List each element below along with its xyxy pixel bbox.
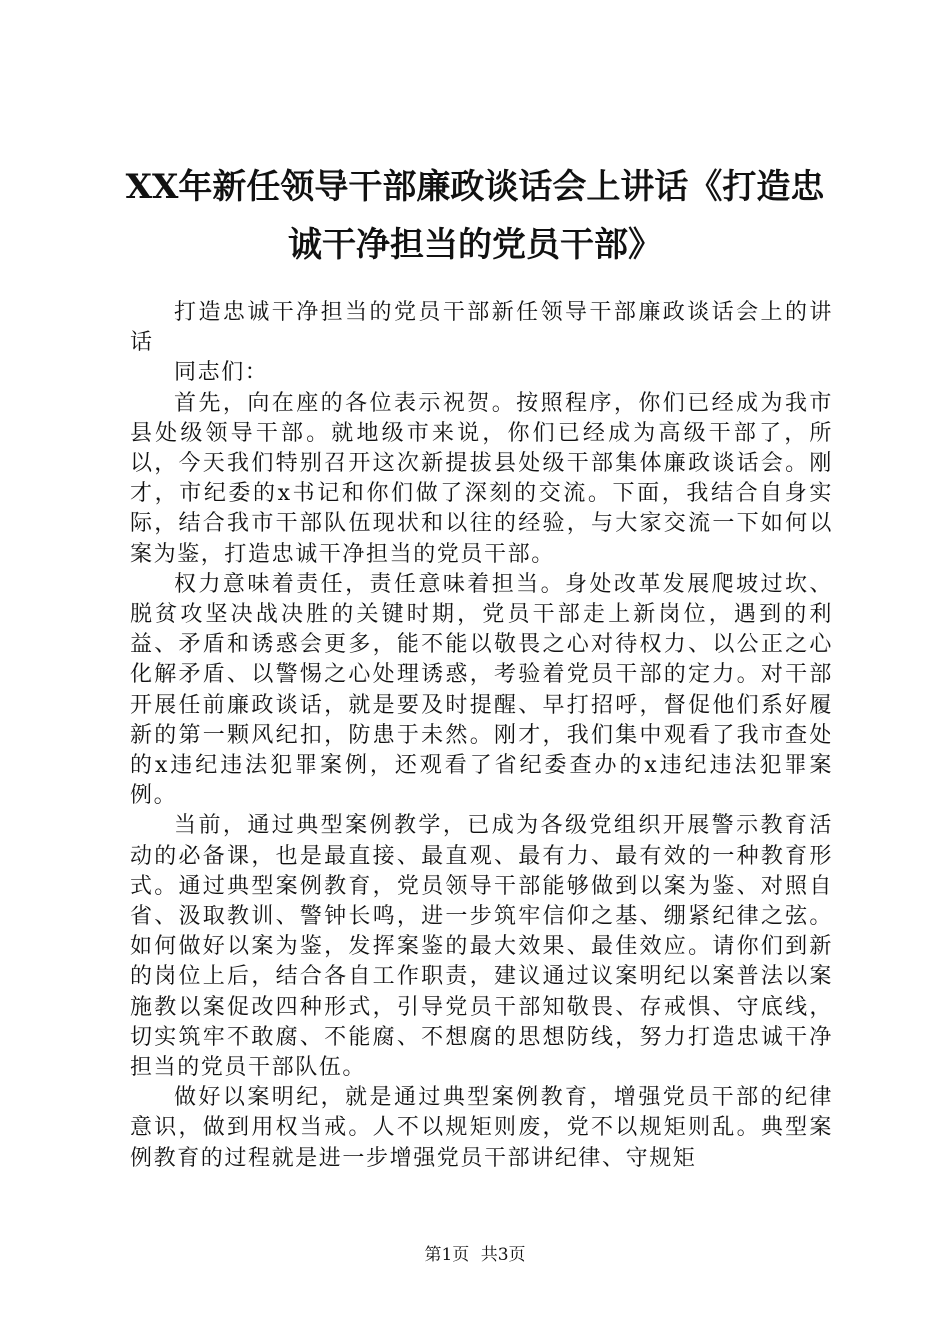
page-footer bbox=[0, 1244, 950, 1266]
document-body bbox=[130, 298, 833, 1174]
paragraph: 当前，通过典型案例教学，已成为各级党组织开展警示教育活动的必备课，也是最直接、最直观、最有力、最有效的一种教育形式。通过典型案例教育，党员领导干部能够做到以案为鉴、对照自省、汲取教训、警钟长鸣，进一步筑牢信仰之基、绷紧纪律之弦。如何做好以案为鉴，发挥案鉴的最大效果、最佳效应。请你们到新的岗位上后，结合各自工作职责，建议通过议案明纪以案普法以案施教以案促改四种形式，引导党员干部知敬畏、存戒惧、守底线，切实筑牢不敢腐、不能腐、不想腐的思想防线，努力打造忠诚干净担当的党员干部队伍。 bbox=[130, 813, 833, 1081]
page-number: 第1页 bbox=[424, 1245, 470, 1265]
document-title: XX年新任领导干部廉政谈话会上讲话《打造忠诚干净担当的党员干部》 bbox=[125, 167, 825, 265]
page-total: 共3页 bbox=[480, 1245, 526, 1265]
paragraph: 权力意味着责任，责任意味着担当。身处改革发展爬坡过坎、脱贫攻坚决战决胜的关键时期，党员干部走上新岗位，遇到的利益、矛盾和诱惑会更多，能不能以敬畏之心对待权力、以公正之心化解矛盾、以警惕之心处理诱惑，考验着党员干部的定力。对干部开展任前廉政谈话，就是要及时提醒、早打招呼，督促他们系好履新的第一颗风纪扣，防患于未然。刚才，我们集中观看了我市查处的x违纪违法犯罪案例，还观看了省纪委查办的x违纪违法犯罪案例。 bbox=[130, 571, 833, 809]
paragraph-salutation: 同志们： bbox=[174, 360, 269, 386]
paragraph: 做好以案明纪，就是通过典型案例教育，增强党员干部的纪律意识，做到用权当戒。人不以规矩则废，党不以规矩则乱。典型案例教育的过程就是进一步增强党员干部讲纪律、守规矩 bbox=[130, 1085, 833, 1171]
paragraph: 首先，向在座的各位表示祝贺。按照程序，你们已经成为我市县处级领导干部。就地级市来说，你们已经成为高级干部了，所以，今天我们特别召开这次新提拔县处级干部集体廉政谈话会。刚才，市纪委的x书记和你们做了深刻的交流。下面，我结合自身实际，结合我市干部队伍现状和以往的经验，与大家交流一下如何以案为鉴，打造忠诚干净担当的党员干部。 bbox=[130, 390, 833, 567]
paragraph-subtitle: 打造忠诚干净担当的党员干部新任领导干部廉政谈话会上的讲话 bbox=[130, 300, 833, 356]
